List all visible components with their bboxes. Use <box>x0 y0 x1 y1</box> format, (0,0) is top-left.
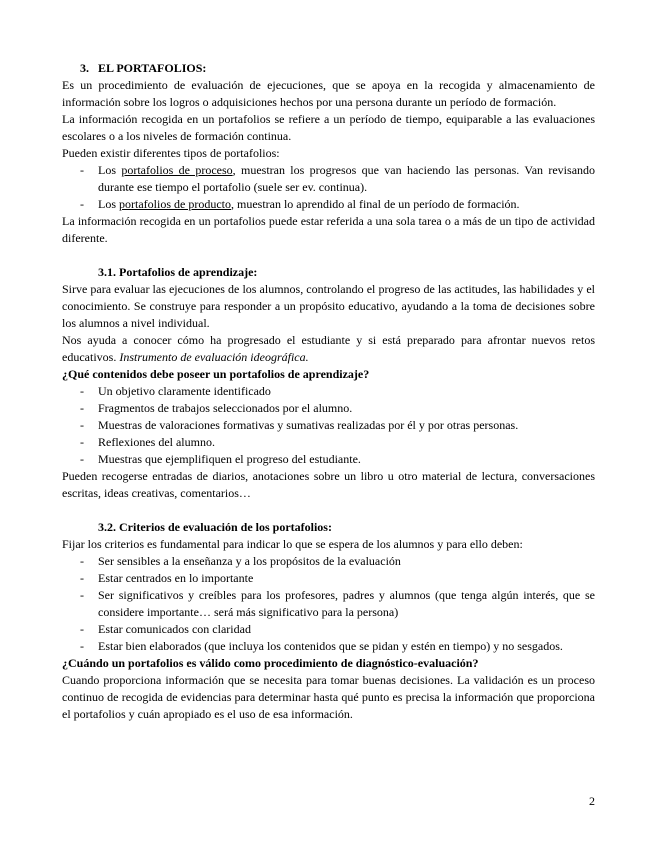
portfolio-contents-list <box>62 383 595 468</box>
page-content <box>62 60 595 723</box>
dash-bullet: - <box>80 622 84 636</box>
list-item-text: Estar bien elaborados (que incluya los contenidos que se pidan y estén en tiempo) y no sesgados. <box>98 639 563 653</box>
list-item <box>62 451 595 468</box>
section-3-paragraph-1: Es un procedimiento de evaluación de ejecuciones, que se apoya en la recogida y almacenamiento de información sobre los logros o adquisiciones hechos por una persona durante un período de formación. <box>62 78 595 109</box>
list-item <box>62 587 595 621</box>
section-3-1-heading: 3.1. Portafolios de aprendizaje: <box>98 265 258 279</box>
term-portafolios-de-producto: portafolios de producto <box>119 197 231 211</box>
section-3-number: 3. <box>80 61 89 75</box>
list-item <box>62 434 595 451</box>
page-number: 2 <box>589 794 595 808</box>
list-item-text: Ser sensibles a la enseñanza y a los propósitos de la evaluación <box>98 554 401 568</box>
section-3-2-heading: 3.2. Criterios de evaluación de los portafolios: <box>98 520 332 534</box>
list-item <box>62 570 595 587</box>
spacer <box>62 502 595 519</box>
list-item <box>62 417 595 434</box>
section-3-title: EL PORTAFOLIOS: <box>98 61 207 75</box>
dash-bullet: - <box>80 418 84 432</box>
list-item-text: , muestran lo aprendido al final de un período de formación. <box>230 197 520 211</box>
list-item-text: Muestras de valoraciones formativas y sumativas realizadas por él y por otras personas. <box>98 418 519 432</box>
list-item <box>62 400 595 417</box>
spacer <box>62 247 595 264</box>
section-3-1-paragraph-1: Sirve para evaluar las ejecuciones de los alumnos, controlando el progreso de las actitudes, las habilidades y el conocimiento. Se construye para responder a un propósito educativo, ayudando a la toma de decisiones sobre los alumnos a nivel individual. <box>62 282 595 330</box>
dash-bullet: - <box>80 384 84 398</box>
list-item <box>62 621 595 638</box>
section-3-heading <box>62 60 595 77</box>
list-item-text: , muestran los progresos que van haciendo las personas. Van revisando durante ese tiempo el portafolio (suele ser ev. continua). <box>98 163 596 194</box>
dash-bullet: - <box>80 401 84 415</box>
italic-note: Instrumento de evaluación ideográfica. <box>119 350 309 364</box>
list-item-text: Muestras que ejemplifiquen el progreso del estudiante. <box>98 452 361 466</box>
section-3-2-paragraph-2: Cuando proporciona información que se necesita para tomar buenas decisiones. La validación es un proceso continuo de recogida de evidencias para determinar hasta qué punto es precisa la información que proporciona el portafolios y cuán apropiado es el uso de esa información. <box>62 673 595 721</box>
dash-bullet: - <box>80 163 84 177</box>
list-item <box>62 162 595 196</box>
dash-bullet: - <box>80 571 84 585</box>
list-item-text: Reflexiones del alumno. <box>98 435 215 449</box>
section-3-1-paragraph-3: Pueden recogerse entradas de diarios, anotaciones sobre un libro u otro material de lectura, conversaciones escritas, ideas creativas, comentarios… <box>62 469 595 500</box>
section-3-1-paragraph-2 <box>62 332 595 366</box>
section-3-paragraph-2: La información recogida en un portafolios se refiere a un período de tiempo, equiparable a las evaluaciones escolares o a los niveles de formación continua. <box>62 112 595 143</box>
dash-bullet: - <box>80 639 84 653</box>
dash-bullet: - <box>80 197 84 211</box>
list-item <box>62 383 595 400</box>
dash-bullet: - <box>80 554 84 568</box>
list-item-text: Fragmentos de trabajos seleccionados por el alumno. <box>98 401 353 415</box>
dash-bullet: - <box>80 588 84 602</box>
dash-bullet: - <box>80 452 84 466</box>
list-item <box>62 553 595 570</box>
section-3-paragraph-3: Pueden existir diferentes tipos de portafolios: <box>62 146 280 160</box>
section-3-1-question: ¿Qué contenidos debe poseer un portafolios de aprendizaje? <box>62 367 370 381</box>
portfolio-types-list <box>62 162 595 213</box>
dash-bullet: - <box>80 435 84 449</box>
term-portafolios-de-proceso: portafolios de proceso <box>121 163 233 177</box>
list-item-text: Ser significativos y creíbles para los profesores, padres y alumnos (que tenga algún interés, que se considere importante… será más significativo para la persona) <box>98 588 595 619</box>
list-item-text: Un objetivo claramente identificado <box>98 384 271 398</box>
list-item-prefix: Los <box>98 163 122 177</box>
list-item <box>62 196 595 213</box>
list-item-prefix: Los <box>98 197 119 211</box>
criteria-list <box>62 553 595 655</box>
list-item <box>62 638 595 655</box>
section-3-2-paragraph-1: Fijar los criterios es fundamental para indicar lo que se espera de los alumnos y para ello deben: <box>62 537 523 551</box>
list-item-text: Estar comunicados con claridad <box>98 622 251 636</box>
section-3-2-question: ¿Cuándo un portafolios es válido como procedimiento de diagnóstico-evaluación? <box>62 656 479 670</box>
paragraph-text: Nos ayuda a conocer cómo ha progresado el estudiante y si está preparado para afrontar nuevos retos educativos. <box>62 333 595 364</box>
section-3-paragraph-4: La información recogida en un portafolios puede estar referida a una sola tarea o a más de un tipo de actividad diferente. <box>62 214 595 245</box>
list-item-text: Estar centrados en lo importante <box>98 571 254 585</box>
